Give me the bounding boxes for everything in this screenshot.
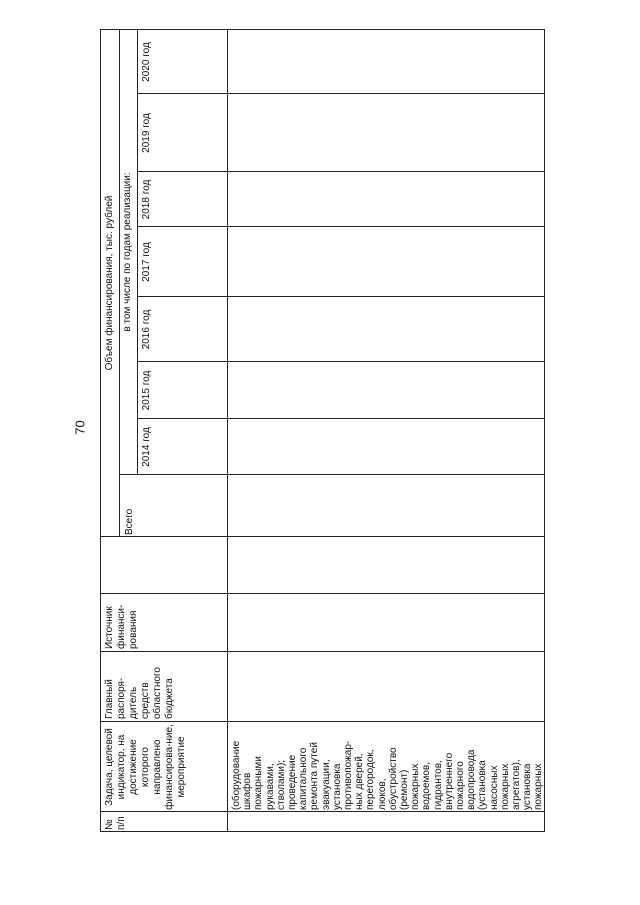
page-number: 70 — [72, 420, 88, 435]
header-year: 2020 год — [141, 42, 152, 82]
table-border-right — [100, 29, 545, 30]
header-year: 2015 год — [141, 370, 152, 411]
header-num: № п/п — [104, 816, 127, 830]
header-total: Всего — [124, 508, 135, 535]
header-volume: Объем финансирования, тыс. рублей — [104, 195, 115, 371]
header-year: 2014 год — [141, 427, 152, 467]
header-task: Задача, целевой индикатор, на достижение которого направлено финансирова-ние, мероприятие — [104, 724, 187, 810]
row-task-text: (оборудование шкафов пожарными рукавами, стволами); проведение капитального ремонта путей эвакуации, установка противопожар-ных дверей, перегородок, люков, обустройство (ремонт) пожарных водоемов, гидрантов, внутреннего пожарного водопровода (установка насосных пожарных агрегатов), установка пожарных — [231, 740, 545, 810]
table-border-top — [100, 29, 101, 832]
table-border-bottom — [544, 29, 545, 832]
header-by-years: в том числе по годам реализации: — [122, 172, 133, 332]
header-year: 2018 год — [141, 179, 152, 220]
header-divider — [227, 29, 228, 832]
header-year: 2019 год — [141, 113, 152, 153]
financing-table — [100, 29, 545, 832]
header-year: 2016 год — [141, 309, 152, 350]
header-source: Источник финанси-рования — [104, 604, 139, 649]
table-border-left — [100, 831, 545, 832]
header-admin: Главный распоря-дитель средств областного бюджета — [104, 667, 175, 719]
header-year: 2017 год — [141, 242, 152, 282]
